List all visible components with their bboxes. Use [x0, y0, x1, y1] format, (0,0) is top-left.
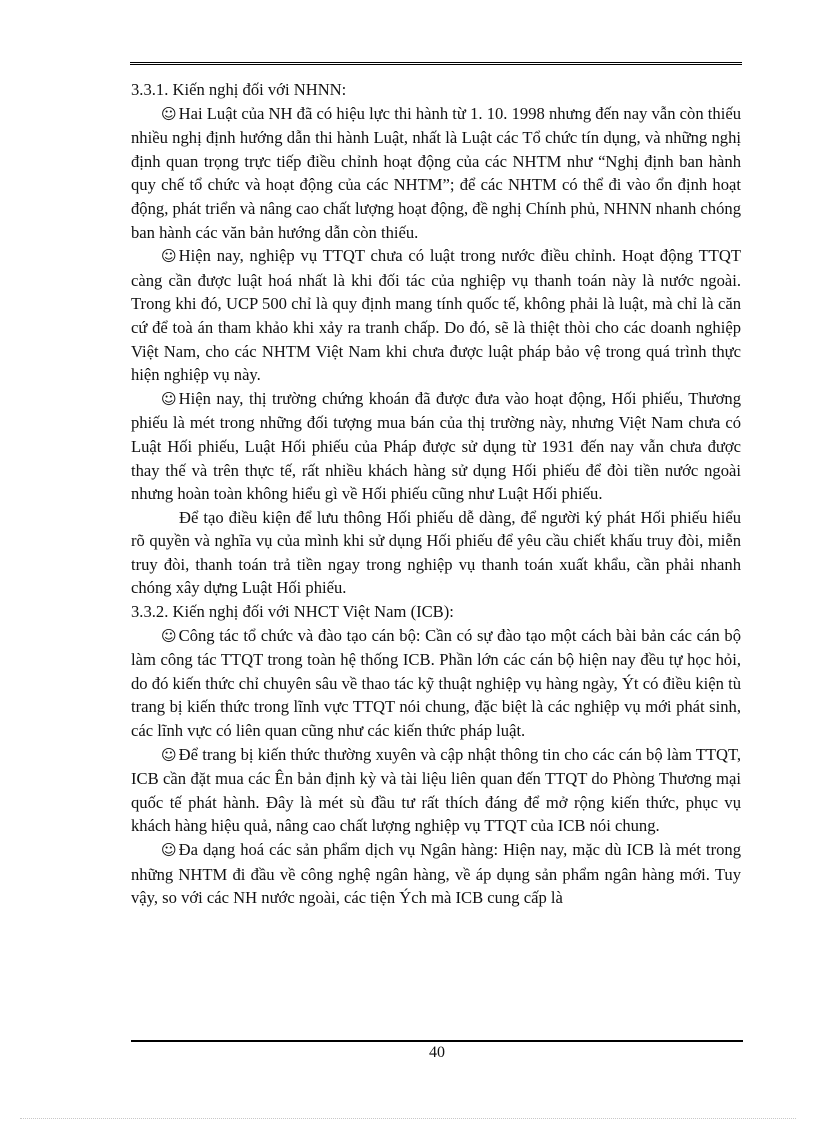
paragraph-text: Công tác tổ chức và đào tạo cán bộ: Cần có sự đào tạo một cách bài bản các cán bộ làm công tác TTQT trong toàn hệ thống ICB. Phần lớn các cán bộ hiện nay đều tự học hỏi, do đó kiến thức chỉ chuyên sâu về thao tác kỹ thuật nghiệp vụ hàng ngày, Ýt có điều kiện tù trang bị kiến thức trong lĩnh vực TTQT nói chung, đặc biệt là các nghiệp vụ mới phát sinh, các lĩnh vực có liên quan cũng như các kiến thức pháp luật.	[131, 625, 741, 741]
footer-rule	[131, 1040, 743, 1042]
paragraph-text: Hiện nay, nghiệp vụ TTQT chưa có luật trong nước điều chỉnh. Hoạt động TTQT càng cần được luật hoá nhất là khi đối tác của nghiệp vụ thanh toán này là nước ngoài. Trong khi đó, UCP 500 chỉ là quy định mang tính quốc tế, không phải là luật, mà chỉ là căn cứ để toà án tham khảo khi xảy ra tranh chấp. Do đó, sẽ là thiệt thòi cho các doanh nghiệp Việt Nam, cho các NHTM Việt Nam khi chưa được luật pháp bảo vệ trong quá trình thực hiện nghiệp vụ này.	[131, 246, 741, 385]
section-heading-331: 3.3.1. Kiến nghị đối với NHNN:	[131, 80, 347, 99]
paragraph-text: Hai Luật của NH đã có hiệu lực thi hành từ 1. 10. 1998 nhưng đến nay vẫn còn thiếu nhiều nghị định hướng dẫn thi hành Luật, nhất là Luật các Tổ chức tín dụng, và những nghị định quan trọng trực tiếp điều chỉnh hoạt động của các NHTM như “Nghị định ban hành quy chế tổ chức và hoạt động của các NHTM”; để các NHTM có thể đi vào ổn định hoạt động, phát triển và nâng cao chất lượng hoạt động, đề nghị Chính phủ, NHNN nhanh chóng ban hành các văn bản hướng dẫn còn thiếu.	[131, 103, 741, 242]
paragraph: Để tạo điều kiện để lưu thông Hối phiếu dễ dàng, để người ký phát Hối phiếu hiểu rõ quyền và nghĩa vụ của mình khi sử dụng Hối phiếu để yêu cầu chiết khấu truy đòi, miễn truy đòi, thanh toán trả tiền ngay trong nghiệp vụ thanh toán xuất khẩu, cần phải nhanh chóng xây dựng Luật Hối phiếu.	[131, 507, 741, 598]
section-heading-332: 3.3.2. Kiến nghị đối với NHCT Việt Nam (ICB):	[131, 602, 454, 622]
paragraph-text: Đa dạng hoá các sản phẩm dịch vụ Ngân hàng: Hiện nay, mặc dù ICB là mét trong những NHTM đi đầu về công nghệ ngân hàng, về áp dụng sản phẩm ngân hàng mới. Tuy vậy, so với các NH nước ngoài, các tiện Ých mà ICB cung cấp là	[131, 840, 741, 908]
smiley-bullet-icon: ☺	[161, 104, 177, 123]
header-rule	[130, 62, 742, 65]
paragraph	[131, 743, 741, 838]
paragraph	[131, 838, 741, 910]
smiley-bullet-icon: ☺	[161, 247, 177, 266]
page-edge-divider	[20, 1118, 796, 1119]
paragraph	[131, 624, 741, 743]
paragraph	[131, 102, 741, 245]
page-number: 40	[429, 1044, 445, 1061]
document-body	[131, 78, 741, 910]
paragraph	[131, 387, 741, 506]
smiley-bullet-icon: ☺	[161, 841, 177, 859]
smiley-bullet-icon: ☺	[161, 389, 177, 408]
smiley-bullet-icon: ☺	[161, 626, 177, 645]
smiley-bullet-icon: ☺	[161, 745, 177, 764]
paragraph-text: Hiện nay, thị trường chứng khoán đã được đưa vào hoạt động, Hối phiếu, Thương phiếu là mét trong những đối tượng mua bán của thị trường này, nhưng Việt Nam chưa có Luật Hối phiếu, Luật Hối phiếu của Pháp được sử dụng từ 1931 đến nay vẫn chưa được thay thế và trên thực tế, rất nhiều khách hàng sử dụng Hối phiếu để đòi tiền nước ngoài nhưng hoàn toàn không hiểu gì về Hối phiếu cũng như Luật Hối phiếu.	[131, 388, 741, 504]
paragraph-text: Để trang bị kiến thức thường xuyên và cập nhật thông tin cho các cán bộ làm TTQT, ICB cần đặt mua các Ên bản định kỳ và tài liệu liên quan đến TTQT do Phòng Thương mại quốc tế phát hành. Đây là mét sù đầu tư rất thích đáng để mở rộng kiến thức, phục vụ khách hàng hiệu quả, nâng cao chất lượng nghiệp vụ TTQT của ICB nói chung.	[131, 744, 741, 836]
paragraph	[131, 244, 741, 387]
